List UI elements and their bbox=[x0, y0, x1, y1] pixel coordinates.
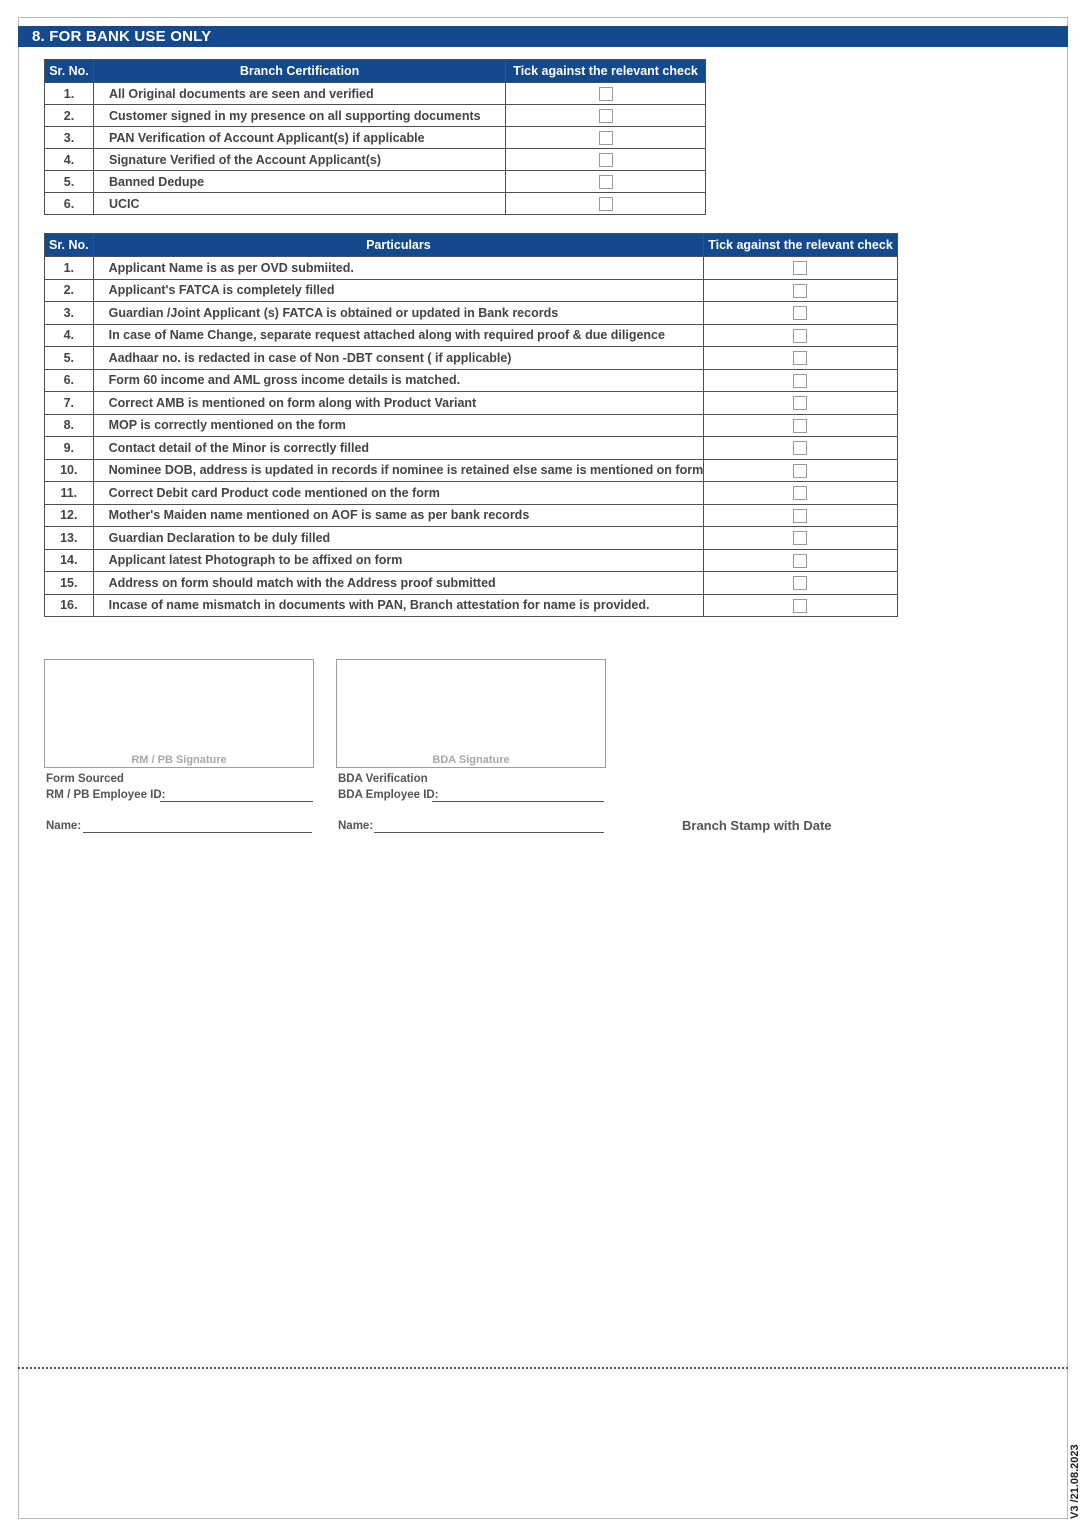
bda-name-field[interactable] bbox=[374, 832, 604, 833]
row-tick-cell bbox=[704, 572, 898, 595]
table-row bbox=[45, 369, 898, 392]
row-tick-cell bbox=[506, 149, 706, 171]
tick-checkbox[interactable] bbox=[793, 441, 807, 455]
column-header-branch-certification: Branch Certification bbox=[93, 60, 505, 83]
row-sr-no: 2. bbox=[45, 279, 94, 302]
column-header-sr-no: Sr. No. bbox=[45, 60, 94, 83]
row-tick-cell bbox=[704, 482, 898, 505]
row-tick-cell bbox=[704, 459, 898, 482]
bda-employee-id-field[interactable] bbox=[432, 801, 604, 802]
table-row bbox=[45, 324, 898, 347]
row-check-text: PAN Verification of Account Applicant(s) if applicable bbox=[93, 127, 505, 149]
row-tick-cell bbox=[704, 392, 898, 415]
column-header-particulars: Particulars bbox=[93, 234, 704, 257]
table-row bbox=[45, 572, 898, 595]
bda-name-label: Name: bbox=[338, 820, 374, 832]
tick-checkbox[interactable] bbox=[793, 554, 807, 568]
row-sr-no: 6. bbox=[45, 369, 94, 392]
row-sr-no: 4. bbox=[45, 324, 94, 347]
row-check-text: Guardian /Joint Applicant (s) FATCA is obtained or updated in Bank records bbox=[93, 302, 704, 325]
table-row bbox=[45, 392, 898, 415]
tick-checkbox[interactable] bbox=[793, 509, 807, 523]
row-sr-no: 5. bbox=[45, 347, 94, 370]
row-check-text: In case of Name Change, separate request attached along with required proof & due diligence bbox=[93, 324, 704, 347]
table-row bbox=[45, 549, 898, 572]
tick-checkbox[interactable] bbox=[599, 153, 613, 167]
row-check-text: All Original documents are seen and verified bbox=[93, 83, 505, 105]
table-row bbox=[45, 279, 898, 302]
row-tick-cell bbox=[704, 504, 898, 527]
row-tick-cell bbox=[704, 414, 898, 437]
row-tick-cell bbox=[704, 279, 898, 302]
tick-checkbox[interactable] bbox=[599, 131, 613, 145]
row-tick-cell bbox=[506, 127, 706, 149]
tick-checkbox[interactable] bbox=[793, 306, 807, 320]
tick-checkbox[interactable] bbox=[793, 261, 807, 275]
bda-verification-label: BDA Verification bbox=[338, 773, 428, 785]
tick-checkbox[interactable] bbox=[793, 329, 807, 343]
tick-checkbox[interactable] bbox=[793, 576, 807, 590]
row-check-text: Incase of name mismatch in documents with PAN, Branch attestation for name is provided. bbox=[93, 594, 704, 617]
row-tick-cell bbox=[506, 83, 706, 105]
bda-signature-box[interactable] bbox=[336, 659, 606, 768]
row-check-text: UCIC bbox=[93, 193, 505, 215]
row-check-text: Mother's Maiden name mentioned on AOF is same as per bank records bbox=[93, 504, 704, 527]
table-row bbox=[45, 83, 706, 105]
table-row bbox=[45, 127, 706, 149]
tick-checkbox[interactable] bbox=[793, 374, 807, 388]
row-tick-cell bbox=[704, 324, 898, 347]
tick-checkbox[interactable] bbox=[793, 284, 807, 298]
row-sr-no: 6. bbox=[45, 193, 94, 215]
rm-name-field[interactable] bbox=[83, 832, 312, 833]
row-sr-no: 13. bbox=[45, 527, 94, 550]
bda-signature-caption: BDA Signature bbox=[432, 754, 510, 766]
table-row bbox=[45, 437, 898, 460]
particulars-table bbox=[44, 233, 898, 617]
row-check-text: Contact detail of the Minor is correctly filled bbox=[93, 437, 704, 460]
row-tick-cell bbox=[704, 527, 898, 550]
row-check-text: Correct Debit card Product code mentioned on the form bbox=[93, 482, 704, 505]
section-title: 8. FOR BANK USE ONLY bbox=[18, 26, 1068, 47]
row-check-text: Applicant's FATCA is completely filled bbox=[93, 279, 704, 302]
row-check-text: MOP is correctly mentioned on the form bbox=[93, 414, 704, 437]
table-row bbox=[45, 527, 898, 550]
tick-checkbox[interactable] bbox=[793, 486, 807, 500]
rm-employee-id-field[interactable] bbox=[160, 801, 313, 802]
table-row bbox=[45, 105, 706, 127]
row-sr-no: 9. bbox=[45, 437, 94, 460]
table-row bbox=[45, 193, 706, 215]
row-check-text: Applicant Name is as per OVD submiited. bbox=[93, 257, 704, 280]
row-check-text: Customer signed in my presence on all supporting documents bbox=[93, 105, 505, 127]
row-check-text: Banned Dedupe bbox=[93, 171, 505, 193]
cut-line bbox=[18, 1367, 1068, 1369]
bda-employee-id-label: BDA Employee ID: bbox=[338, 789, 439, 801]
branch-stamp-label: Branch Stamp with Date bbox=[682, 818, 832, 833]
form-sourced-label: Form Sourced bbox=[46, 773, 124, 785]
tick-checkbox[interactable] bbox=[793, 351, 807, 365]
row-sr-no: 3. bbox=[45, 302, 94, 325]
row-check-text: Applicant latest Photograph to be affixed on form bbox=[93, 549, 704, 572]
row-check-text: Correct AMB is mentioned on form along with Product Variant bbox=[93, 392, 704, 415]
tick-checkbox[interactable] bbox=[793, 599, 807, 613]
row-tick-cell bbox=[704, 257, 898, 280]
table-row bbox=[45, 257, 898, 280]
version-label: V3 /21.08.2023 bbox=[1069, 1444, 1081, 1519]
row-sr-no: 14. bbox=[45, 549, 94, 572]
tick-checkbox[interactable] bbox=[793, 531, 807, 545]
row-tick-cell bbox=[704, 347, 898, 370]
column-header-tick: Tick against the relevant check bbox=[506, 60, 706, 83]
tick-checkbox[interactable] bbox=[599, 175, 613, 189]
row-sr-no: 16. bbox=[45, 594, 94, 617]
row-sr-no: 2. bbox=[45, 105, 94, 127]
row-tick-cell bbox=[506, 193, 706, 215]
rm-name-label: Name: bbox=[46, 820, 82, 832]
column-header-tick: Tick against the relevant check bbox=[704, 234, 898, 257]
row-tick-cell bbox=[704, 302, 898, 325]
tick-checkbox[interactable] bbox=[793, 419, 807, 433]
table-row bbox=[45, 302, 898, 325]
tick-checkbox[interactable] bbox=[599, 87, 613, 101]
rm-employee-id-label: RM / PB Employee ID: bbox=[46, 789, 166, 801]
row-check-text: Form 60 income and AML gross income details is matched. bbox=[93, 369, 704, 392]
row-check-text: Signature Verified of the Account Applicant(s) bbox=[93, 149, 505, 171]
row-sr-no: 3. bbox=[45, 127, 94, 149]
row-tick-cell bbox=[506, 105, 706, 127]
row-sr-no: 4. bbox=[45, 149, 94, 171]
row-sr-no: 1. bbox=[45, 83, 94, 105]
table-row bbox=[45, 414, 898, 437]
tick-checkbox[interactable] bbox=[599, 197, 613, 211]
row-tick-cell bbox=[704, 369, 898, 392]
row-sr-no: 11. bbox=[45, 482, 94, 505]
row-sr-no: 10. bbox=[45, 459, 94, 482]
row-check-text: Aadhaar no. is redacted in case of Non -DBT consent ( if applicable) bbox=[93, 347, 704, 370]
rm-signature-caption: RM / PB Signature bbox=[131, 754, 227, 766]
row-sr-no: 7. bbox=[45, 392, 94, 415]
table-row bbox=[45, 171, 706, 193]
branch-certification-table bbox=[44, 59, 706, 215]
row-sr-no: 15. bbox=[45, 572, 94, 595]
row-tick-cell bbox=[506, 171, 706, 193]
tick-checkbox[interactable] bbox=[793, 396, 807, 410]
table-row bbox=[45, 594, 898, 617]
table-row bbox=[45, 459, 898, 482]
row-sr-no: 8. bbox=[45, 414, 94, 437]
row-tick-cell bbox=[704, 594, 898, 617]
rm-signature-box[interactable] bbox=[44, 659, 314, 768]
tick-checkbox[interactable] bbox=[793, 464, 807, 478]
table-row bbox=[45, 149, 706, 171]
row-check-text: Guardian Declaration to be duly filled bbox=[93, 527, 704, 550]
table-row bbox=[45, 504, 898, 527]
row-tick-cell bbox=[704, 549, 898, 572]
table-row bbox=[45, 482, 898, 505]
table-row bbox=[45, 347, 898, 370]
row-sr-no: 1. bbox=[45, 257, 94, 280]
row-sr-no: 5. bbox=[45, 171, 94, 193]
row-tick-cell bbox=[704, 437, 898, 460]
row-check-text: Nominee DOB, address is updated in records if nominee is retained else same is mentioned on form bbox=[93, 459, 704, 482]
column-header-sr-no: Sr. No. bbox=[45, 234, 94, 257]
row-sr-no: 12. bbox=[45, 504, 94, 527]
tick-checkbox[interactable] bbox=[599, 109, 613, 123]
row-check-text: Address on form should match with the Address proof submitted bbox=[93, 572, 704, 595]
